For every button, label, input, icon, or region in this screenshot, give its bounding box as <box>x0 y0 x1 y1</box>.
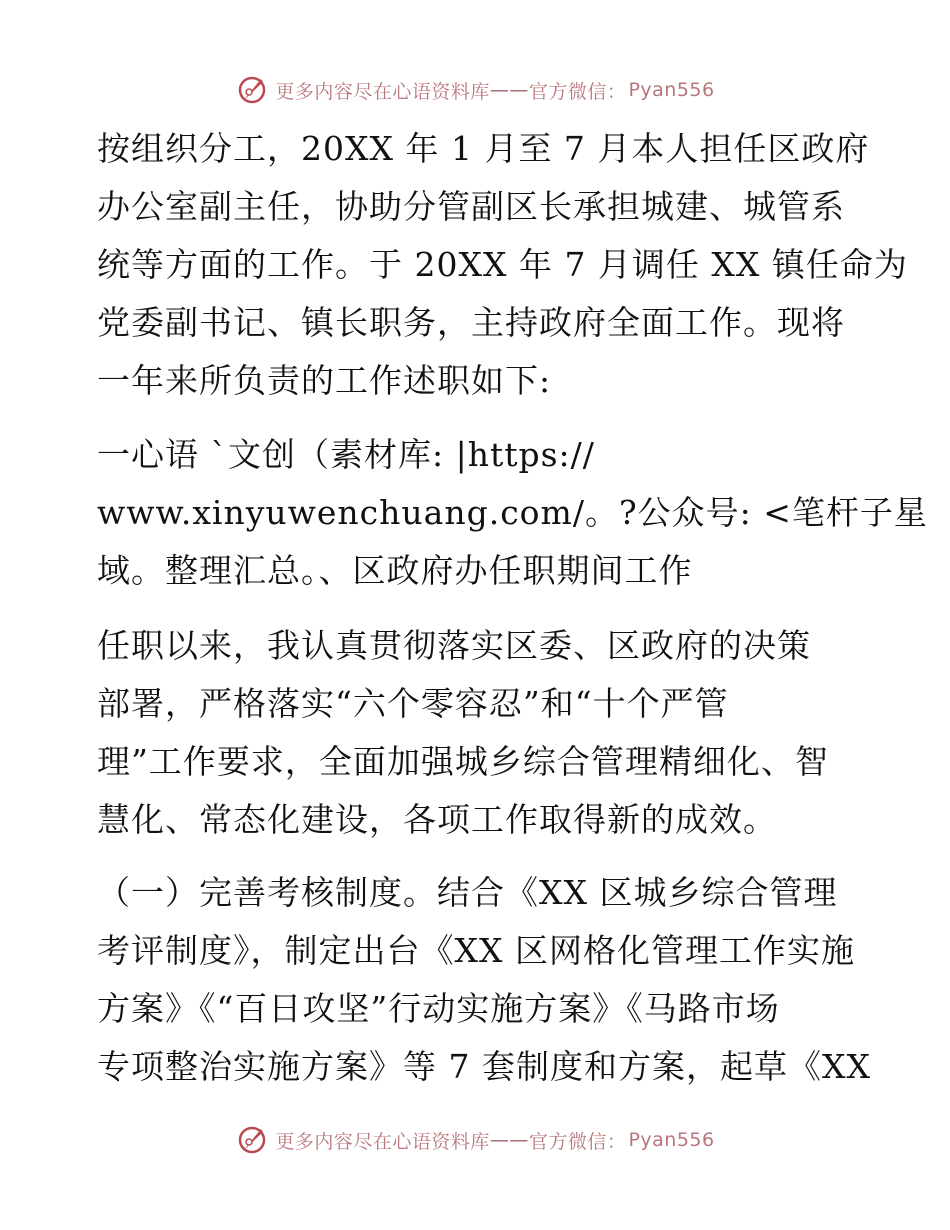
text-line: 任职以来，我认真贯彻落实区委、区政府的决策 <box>97 626 811 665</box>
text-line: 统等方面的工作。于 20XX 年 7 月调任 XX 镇任命为 <box>97 245 908 284</box>
watermark-wechat-id: Pyan556 <box>628 1129 715 1151</box>
text-line: 考评制度》，制定出台《XX 区网格化管理工作实施 <box>97 931 855 970</box>
quill-logo-icon <box>235 73 269 107</box>
watermark-separator: —— <box>489 79 529 101</box>
text-line: www.xinyuwenchuang.com/。?公众号: <笔杆子星 <box>97 493 928 532</box>
quill-logo-icon <box>235 1123 269 1157</box>
text-line: 域。整理汇总。、区政府办任职期间工作 <box>97 551 693 590</box>
text-line: 慧化、常态化建设，各项工作取得新的成效。 <box>97 800 777 839</box>
text-line: 按组织分工，20XX 年 1 月至 7 月本人担任区政府 <box>97 129 870 168</box>
watermark-brand: 更多内容尽在心语资料库 <box>275 80 490 103</box>
text-line: 部署，严格落实“六个零容忍”和“十个严管 <box>97 684 729 723</box>
watermark-separator: —— <box>489 1129 529 1151</box>
paragraph-summary <box>97 617 857 849</box>
header-watermark <box>0 70 950 110</box>
watermark-wechat-label: 官方微信： <box>528 80 627 103</box>
text-line: 办公室副主任，协助分管副区长承担城建、城管系 <box>97 187 845 226</box>
text-line: 一心语 `文创（素材库: |https:// <box>97 435 595 474</box>
text-line: 理”工作要求，全面加强城乡综合管理精细化、智 <box>97 742 829 781</box>
text-line: 方案》《“百日攻坚”行动实施方案》《马路市场 <box>97 989 780 1028</box>
watermark-wechat-id: Pyan556 <box>628 79 715 101</box>
text-line: 一年来所负责的工作述职如下: <box>97 361 552 400</box>
text-line: 党委副书记、镇长职务，主持政府全面工作。现将 <box>97 303 845 342</box>
text-line: （一）完善考核制度。结合《XX 区城乡综合管理 <box>97 873 838 912</box>
paragraph-assessment-system <box>97 864 871 1096</box>
watermark-wechat-label: 官方微信： <box>528 1130 627 1153</box>
text-line: 专项整治实施方案》等 7 套制度和方案，起草《XX <box>97 1047 871 1086</box>
watermark-brand: 更多内容尽在心语资料库 <box>275 1130 490 1153</box>
footer-watermark <box>0 1120 950 1160</box>
paragraph-section-heading <box>97 426 928 600</box>
paragraph-intro <box>97 120 908 410</box>
